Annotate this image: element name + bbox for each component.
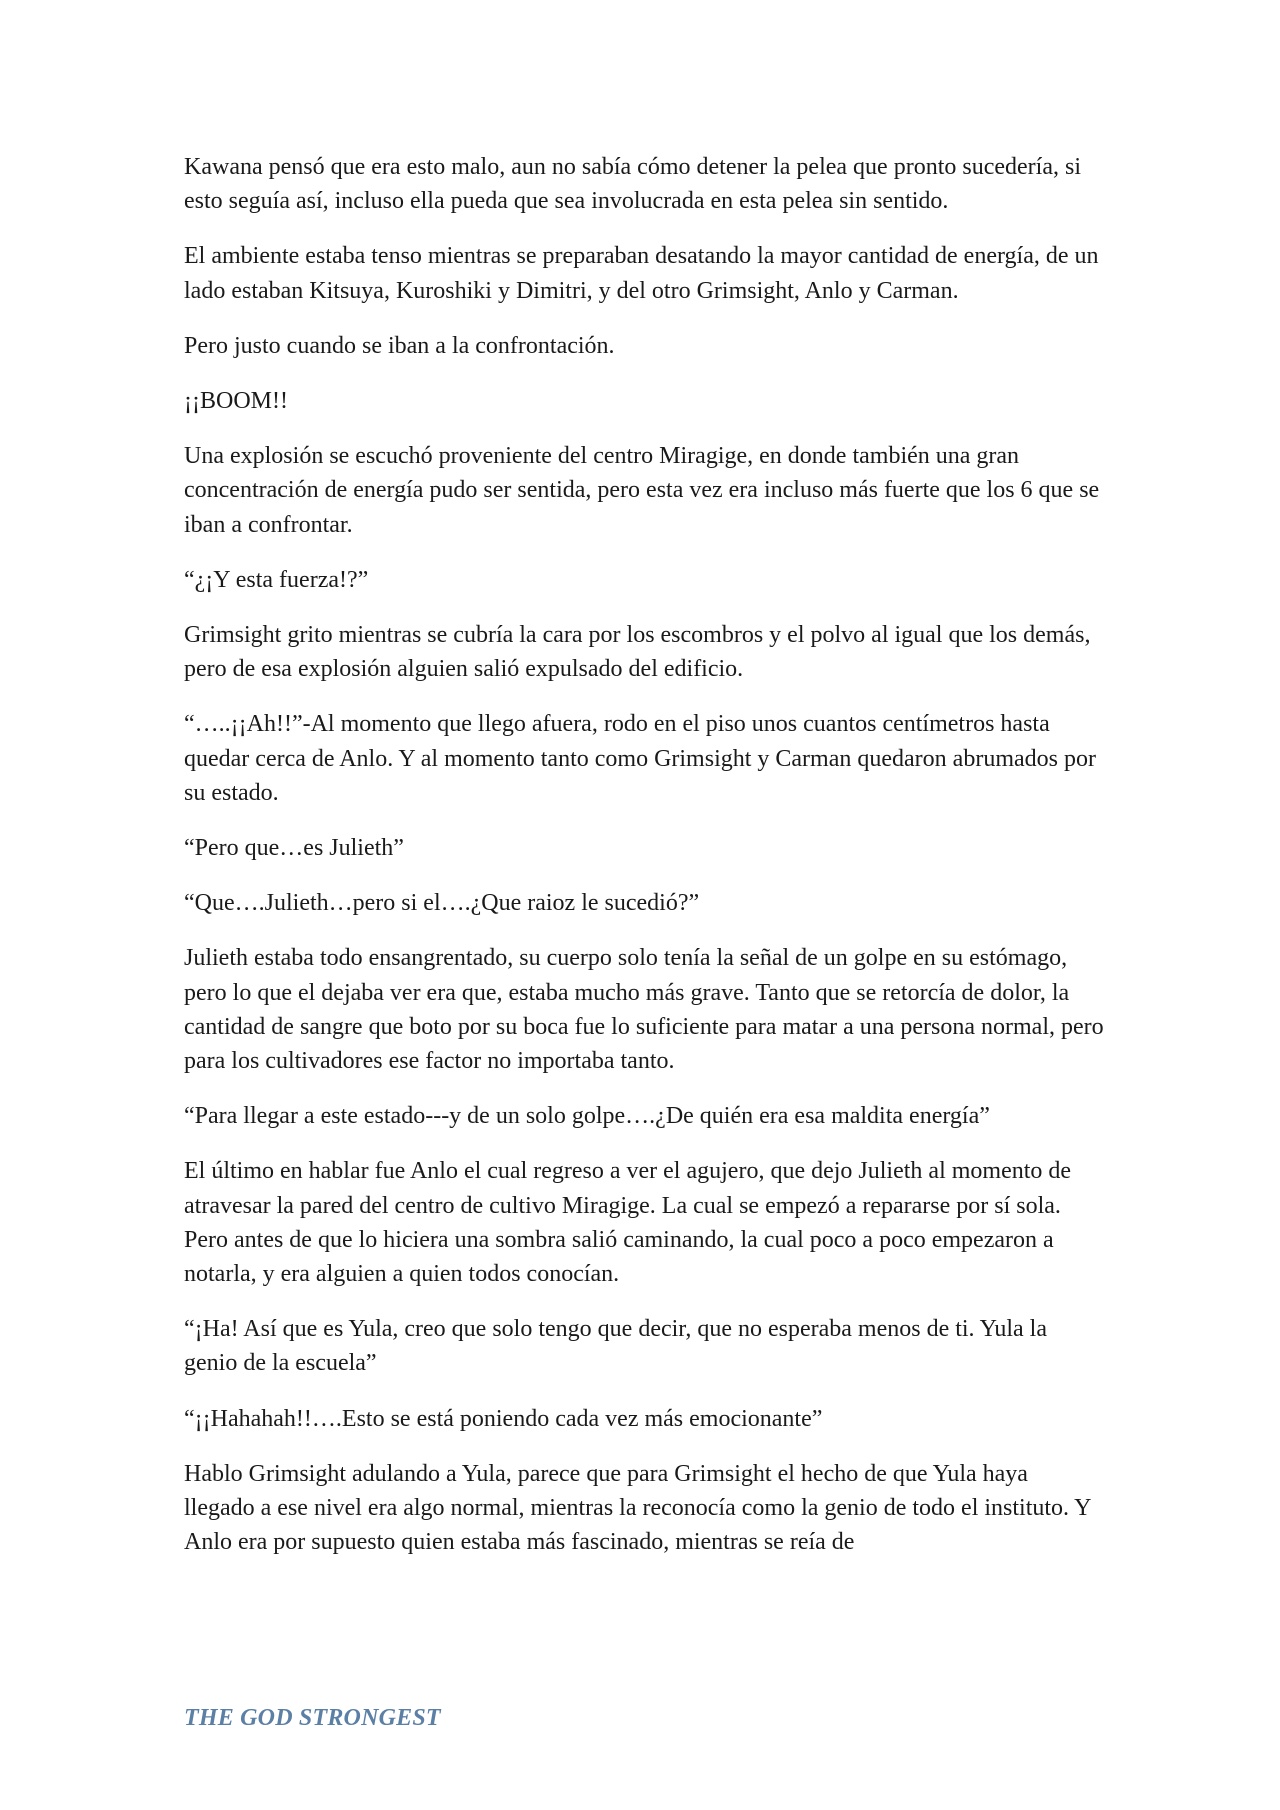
footer-title: THE GOD STRONGEST (184, 1705, 441, 1731)
paragraph: “Pero que…es Julieth” (184, 835, 404, 862)
paragraph: Una explosión se escuchó proveniente del centro Miragige, en donde también una gran concentración de energía pudo ser sentida, pero esta vez era incluso más fuerte que los 6 que se iban a confrontar. (184, 443, 1100, 538)
paragraph: Grimsight grito mientras se cubría la cara por los escombros y el polvo al igual que los demás, pero de esa explosión alguien salió expulsado del edificio. (184, 622, 1091, 683)
paragraph: “¡¡Hahahah!!….Esto se está poniendo cada vez más emocionante” (184, 1405, 823, 1432)
paragraph: “…..¡¡Ah!!”-Al momento que llego afuera, rodo en el piso unos cuantos centímetros hasta quedar cerca de Anlo. Y al momento tanto como Grimsight y Carman quedaron abrumados por su estado. (184, 711, 1096, 806)
document-body (184, 150, 1104, 1581)
paragraph: “Que….Julieth…pero si el….¿Que raioz le sucedió?” (184, 890, 700, 917)
paragraph: Kawana pensó que era esto malo, aun no sabía cómo detener la pelea que pronto sucedería, si esto seguía así, incluso ella pueda que sea involucrada en esta pelea sin sentido. (184, 154, 1081, 215)
paragraph: “¿¡Y esta fuerza!?” (184, 566, 369, 593)
paragraph: “Para llegar a este estado---y de un solo golpe….¿De quién era esa maldita energía” (184, 1103, 990, 1130)
paragraph: Julieth estaba todo ensangrentado, su cuerpo solo tenía la señal de un golpe en su estómago, pero lo que el dejaba ver era que, estaba mucho más grave. Tanto que se retorcía de dolor, la cantidad de sangre que boto por su boca fue lo suficiente para matar a una persona normal, pero para los cultivadores ese factor no importaba tanto. (184, 945, 1104, 1075)
paragraph: ¡¡BOOM!! (184, 388, 288, 415)
paragraph: Hablo Grimsight adulando a Yula, parece que para Grimsight el hecho de que Yula haya llegado a ese nivel era algo normal, mientras la reconocía como la genio de todo el instituto. Y Anlo era por supuesto quien estaba más fascinado, mientras se reía de (184, 1460, 1091, 1556)
paragraph: El último en hablar fue Anlo el cual regreso a ver el agujero, que dejo Julieth al momento de atravesar la pared del centro de cultivo Miragige. La cual se empezó a repararse por sí sola. Pero antes de que lo hiciera una sombra salió caminando, la cual poco a poco empezaron a notarla, y era alguien a quien todos conocían. (184, 1158, 1072, 1288)
paragraph: Pero justo cuando se iban a la confrontación. (184, 332, 615, 359)
paragraph: “¡Ha! Así que es Yula, creo que solo tengo que decir, que no esperaba menos de ti. Yula la genio de la escuela” (184, 1316, 1047, 1377)
paragraph: El ambiente estaba tenso mientras se preparaban desatando la mayor cantidad de energía, de un lado estaban Kitsuya, Kuroshiki y Dimitri, y del otro Grimsight, Anlo y Carman. (184, 243, 1099, 304)
